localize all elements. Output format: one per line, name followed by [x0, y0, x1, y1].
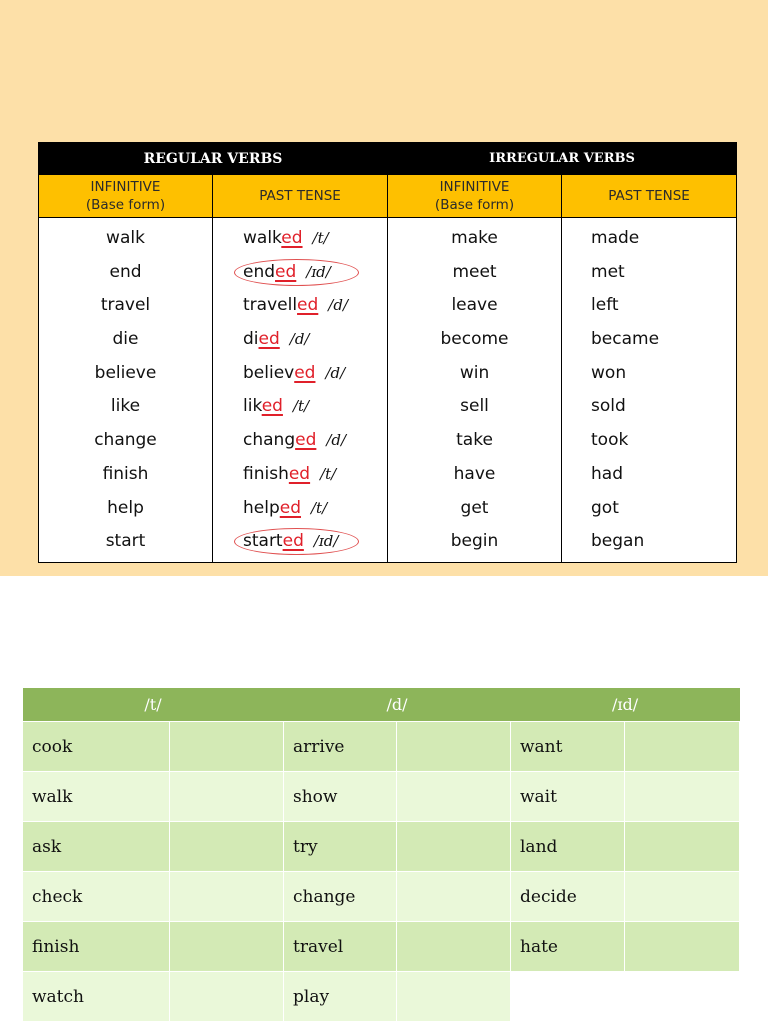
- regular-infinitive-die: die: [112, 329, 139, 350]
- irregular-infinitive-win: win: [459, 362, 490, 383]
- past-ending: ed: [261, 396, 283, 417]
- irregular-infinitive-sublabel: (Base form): [434, 197, 515, 213]
- verb-cell: ask: [23, 822, 170, 872]
- empty-cell: [511, 972, 740, 1022]
- regular-past-walk: [213, 222, 387, 256]
- pronunciation-mark: /t/: [320, 464, 337, 483]
- past-stem: start: [243, 531, 283, 552]
- past-stem: chang: [243, 430, 296, 451]
- verb-table-title-row: [39, 143, 737, 175]
- verb-cell: change: [284, 872, 397, 922]
- pronunciation-mark: /d/: [326, 431, 347, 450]
- regular-infinitive-list: [39, 222, 212, 559]
- answer-cell[interactable]: [625, 772, 740, 822]
- past-stem: finish: [243, 463, 289, 484]
- answer-cell[interactable]: [170, 972, 284, 1022]
- irregular-infinitive-header: [388, 175, 562, 218]
- past-stem: end: [243, 261, 276, 282]
- past-ending: ed: [294, 362, 316, 383]
- irregular-infinitive-begin: begin: [450, 531, 499, 552]
- verb-cell: land: [511, 822, 625, 872]
- verb-cell: decide: [511, 872, 625, 922]
- verb-table: [38, 142, 737, 563]
- verb-cell: show: [284, 772, 397, 822]
- regular-past-column: [213, 218, 388, 563]
- verb-cell: hate: [511, 922, 625, 972]
- irregular-infinitive-sell: sell: [460, 396, 489, 417]
- table-row: [23, 772, 740, 822]
- answer-cell[interactable]: [625, 872, 740, 922]
- irregular-infinitive-take: take: [456, 430, 493, 451]
- irregular-past-win: won: [591, 362, 627, 383]
- irregular-past-have: had: [591, 463, 623, 484]
- regular-infinitive-finish: finish: [102, 463, 149, 484]
- answer-cell[interactable]: [170, 822, 284, 872]
- regular-infinitive-start: start: [105, 531, 146, 552]
- irregular-past-column: [562, 218, 737, 563]
- pronunciation-mark: /ɪd/: [306, 262, 331, 281]
- regular-infinitive-column: [39, 218, 213, 563]
- regular-infinitive-sublabel: (Base form): [85, 197, 166, 213]
- pronunciation-mark: /d/: [289, 330, 310, 349]
- irregular-past-begin: began: [591, 531, 645, 552]
- past-ending: ed: [288, 463, 311, 484]
- regular-infinitive-header: [39, 175, 213, 218]
- answer-cell[interactable]: [625, 922, 740, 972]
- regular-infinitive-help: help: [107, 497, 144, 518]
- irregular-verbs-header: IRREGULAR VERBS: [388, 143, 737, 175]
- pronunciation-mark: /t/: [311, 498, 328, 517]
- past-stem: walk: [243, 228, 282, 248]
- table-row: [23, 872, 740, 922]
- irregular-past-take: took: [591, 430, 629, 451]
- past-stem: travell: [243, 295, 298, 316]
- irregular-past-get: got: [591, 497, 619, 518]
- regular-infinitive-travel: travel: [100, 295, 151, 316]
- table-row: [23, 822, 740, 872]
- regular-past-like: [213, 390, 387, 424]
- regular-infinitive-like: like: [110, 396, 141, 417]
- regular-past-travel: [213, 289, 387, 323]
- regular-past-help: [213, 492, 387, 526]
- irregular-past-header: PAST TENSE: [562, 175, 737, 218]
- irregular-infinitive-leave: leave: [451, 295, 498, 316]
- irregular-past-make: made: [591, 228, 640, 248]
- sort-table-header-row: [23, 688, 740, 722]
- id-sound-header: /ɪd/: [511, 688, 740, 722]
- answer-cell[interactable]: [170, 772, 284, 822]
- irregular-past-sell: sold: [591, 396, 626, 417]
- verb-cell: watch: [23, 972, 170, 1022]
- regular-infinitive-believe: believe: [94, 362, 157, 383]
- pronunciation-mark: /ɪd/: [313, 532, 339, 551]
- irregular-past-meet: met: [591, 261, 625, 282]
- table-row: [23, 922, 740, 972]
- verb-cell: travel: [284, 922, 397, 972]
- answer-cell[interactable]: [397, 872, 511, 922]
- irregular-past-list: [562, 222, 736, 559]
- past-stem: di: [243, 329, 259, 350]
- t-sound-header: /t/: [23, 688, 284, 722]
- past-ending: ed: [282, 531, 304, 552]
- verb-cell: want: [511, 722, 625, 772]
- regular-past-finish: [213, 458, 387, 492]
- verb-cell: arrive: [284, 722, 397, 772]
- regular-past-end: [213, 256, 387, 290]
- irregular-infinitive-column: [388, 218, 562, 563]
- regular-infinitive-label: INFINITIVE: [90, 179, 161, 195]
- pronunciation-mark: /d/: [325, 363, 346, 382]
- answer-cell[interactable]: [397, 972, 511, 1022]
- answer-cell[interactable]: [397, 772, 511, 822]
- verb-table-body-row: [39, 218, 737, 563]
- regular-past-change: [213, 424, 387, 458]
- pronunciation-sort-table: [22, 688, 740, 1022]
- sort-table-body: [23, 722, 740, 1022]
- past-stem: believ: [243, 362, 295, 383]
- irregular-infinitive-list: [388, 222, 561, 559]
- irregular-infinitive-make: make: [451, 228, 498, 248]
- verb-cell: walk: [23, 772, 170, 822]
- irregular-infinitive-label: INFINITIVE: [439, 179, 510, 195]
- past-ending: ed: [258, 329, 280, 350]
- regular-infinitive-end: end: [109, 261, 142, 282]
- past-ending: ed: [295, 430, 317, 451]
- regular-past-believe: [213, 357, 387, 391]
- regular-verbs-header: REGULAR VERBS: [39, 143, 388, 175]
- past-ending: ed: [297, 295, 319, 316]
- regular-past-die: [213, 323, 387, 357]
- regular-past-list: [213, 222, 387, 559]
- irregular-past-become: became: [591, 329, 660, 350]
- past-stem: lik: [243, 396, 262, 417]
- verb-table-subheader-row: [39, 175, 737, 218]
- verb-cell: cook: [23, 722, 170, 772]
- answer-cell[interactable]: [625, 822, 740, 872]
- irregular-infinitive-get: get: [460, 497, 489, 518]
- past-ending: ed: [279, 497, 301, 518]
- answer-cell[interactable]: [397, 922, 511, 972]
- pronunciation-mark: /t/: [312, 229, 329, 247]
- regular-past-start: [213, 525, 387, 559]
- answer-cell[interactable]: [397, 722, 511, 772]
- table-row: [23, 972, 740, 1022]
- answer-cell[interactable]: [625, 722, 740, 772]
- verb-cell: check: [23, 872, 170, 922]
- verb-cell: play: [284, 972, 397, 1022]
- irregular-infinitive-meet: meet: [452, 261, 497, 282]
- verb-cell: finish: [23, 922, 170, 972]
- answer-cell[interactable]: [170, 872, 284, 922]
- regular-infinitive-walk: walk: [106, 228, 145, 248]
- pronunciation-mark: /t/: [292, 397, 310, 416]
- answer-cell[interactable]: [397, 822, 511, 872]
- regular-past-header: PAST TENSE: [213, 175, 388, 218]
- past-ending: ed: [275, 261, 297, 282]
- verb-cell: wait: [511, 772, 625, 822]
- verb-cell: try: [284, 822, 397, 872]
- irregular-past-leave: left: [591, 295, 619, 316]
- irregular-infinitive-have: have: [453, 463, 496, 484]
- answer-cell[interactable]: [170, 722, 284, 772]
- d-sound-header: /d/: [284, 688, 511, 722]
- table-row: [23, 722, 740, 772]
- past-ending: ed: [281, 228, 303, 248]
- answer-cell[interactable]: [170, 922, 284, 972]
- past-stem: help: [243, 497, 280, 518]
- irregular-infinitive-become: become: [440, 329, 509, 350]
- regular-infinitive-change: change: [94, 430, 157, 451]
- pronunciation-mark: /d/: [328, 296, 349, 315]
